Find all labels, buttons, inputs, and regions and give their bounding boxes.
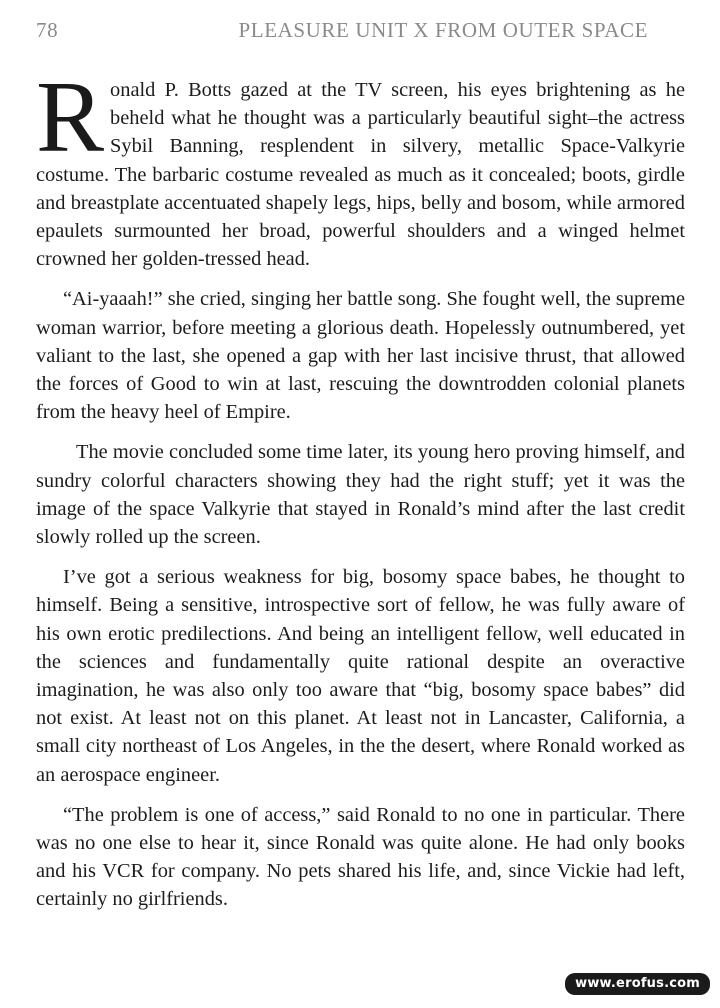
body-text xyxy=(36,61,685,926)
drop-cap: R xyxy=(36,61,105,174)
paragraph-1 xyxy=(36,61,685,273)
page-number: 78 xyxy=(36,18,59,42)
running-title: PLEASURE UNIT X FROM OUTER SPACE xyxy=(238,18,648,42)
paragraph-3: The movie concluded some time later, its young hero proving himself, and sundry colorful characters showing they had the right stuff; yet it was the image of the space Valkyrie that stayed in Ronald’s mind after the last credit slowly rolled up the screen. xyxy=(36,441,685,549)
paragraph-1-text: onald P. Botts gazed at the TV screen, his eyes brightening as he beheld what he thought was a particularly beautiful sight–the actress Sybil Banning, resplendent in silvery, metallic Space-Valkyrie costume. The barbaric costume revealed as much as it concealed; boots, girdle and breastplate accentuated shapely legs, hips, belly and bosom, while armored epaulets surmounted her broad, powerful shoulders and a winged helmet crowned her golden-tressed head. xyxy=(36,79,685,271)
page-header xyxy=(36,18,648,48)
paragraph-2: “Ai-yaaah!” she cried, singing her battle song. She fought well, the supreme woman warrior, before meeting a glorious death. Hopelessly outnumbered, yet valiant to the last, she opened a gap with her last incisive thrust, that allowed the forces of Good to win at last, rescuing the downtrodden colonial planets from the heavy heel of Empire. xyxy=(36,288,685,424)
paragraph-4: I’ve got a serious weakness for big, bosomy space babes, he thought to himself. Being a sensitive, introspective sort of fellow, he was fully aware of his own erotic predilections. And being an intelligent fellow, well educated in the sciences and fundamentally quite rational despite an overactive imagination, he was also only too aware that “big, bosomy space babes” did not exist. At least not on this planet. At least not in Lancaster, California, a small city northeast of Los Angeles, in the the desert, where Ronald worked as an aerospace engineer. xyxy=(36,566,685,786)
paragraph-5: “The problem is one of access,” said Ronald to no one in particular. There was no one else to hear it, since Ronald was quite alone. He had only books and his VCR for company. No pets shared his life, and, since Vickie had left, certainly no girlfriends. xyxy=(36,803,685,911)
watermark-badge: www.erofus.com xyxy=(565,973,710,995)
